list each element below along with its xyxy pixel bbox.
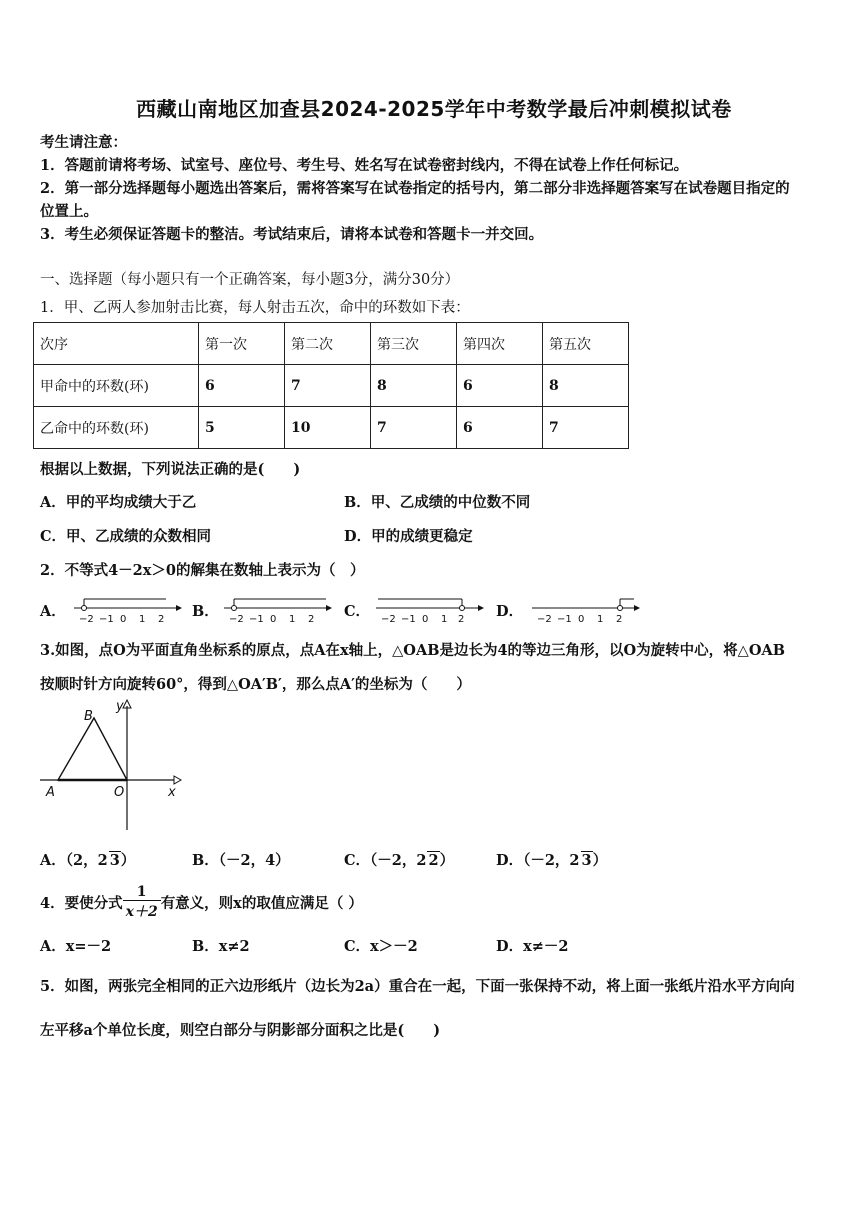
number-line-d xyxy=(530,592,640,626)
number-line-b xyxy=(222,592,332,626)
q1-stem: 1．甲、乙两人参加射击比赛，每人射击五次，命中的环数如下表： xyxy=(40,300,470,316)
number-line-c xyxy=(374,592,484,626)
q4-option-b: B．x≠2 xyxy=(192,938,250,955)
table-header-cell: 第四次 xyxy=(457,323,543,365)
table-cell: 5 xyxy=(199,407,285,449)
table-row xyxy=(34,365,629,407)
label-x: x xyxy=(168,785,176,800)
tick-label: 0 xyxy=(120,614,127,625)
table-cell: 6 xyxy=(457,365,543,407)
tick-label: 1 xyxy=(139,614,146,625)
q3-option-b: B．（－2，4） xyxy=(192,852,290,869)
tick-label: −1 xyxy=(557,614,572,625)
q1-option-d: D．甲的成绩更稳定 xyxy=(344,528,473,545)
table-header-cell: 第三次 xyxy=(371,323,457,365)
q4-option-a: A．x=－2 xyxy=(40,938,112,955)
q4-stem: 4．要使分式 $\frac{1}{x+2}$ 有意义，则x的取值应满足（ ） xyxy=(40,883,363,920)
tick-label: 0 xyxy=(270,614,277,625)
q4-option-d: D．x≠－2 xyxy=(496,938,569,955)
tick-label: −2 xyxy=(79,614,94,625)
notice-item-3: 3．考生必须保证答题卡的整洁。考试结束后，请将本试卷和答题卡一并交回。 xyxy=(40,226,544,243)
tick-label: 2 xyxy=(308,614,315,625)
tick-label: 0 xyxy=(578,614,585,625)
table-cell: 乙命中的环数(环) xyxy=(34,407,199,449)
notice-item-2-cont: 位置上。 xyxy=(40,203,98,220)
tick-label: 2 xyxy=(616,614,623,625)
tick-label: −1 xyxy=(401,614,416,625)
table-cell: 7 xyxy=(371,407,457,449)
table-cell: 甲命中的环数(环) xyxy=(34,365,199,407)
table-header-cell: 第一次 xyxy=(199,323,285,365)
q2-label-c: C． xyxy=(344,603,371,620)
q5-line-1: 5．如图，两张完全相同的正六边形纸片（边长为2a）重合在一起，下面一张保持不动，将上面一张纸片沿水平方向向 xyxy=(40,978,795,995)
notice-item-1: 1．答题前请将考场、试室号、座位号、考生号、姓名写在试卷密封线内，不得在试卷上作任何标记。 xyxy=(40,157,689,174)
table-header-row xyxy=(34,323,629,365)
tick-label: −1 xyxy=(99,614,114,625)
label-y: y xyxy=(116,699,124,714)
label-o: O xyxy=(114,785,125,800)
q3-option-a: A．（2，2 3） xyxy=(40,852,136,869)
tick-label: 0 xyxy=(422,614,429,625)
q1-question: 根据以上数据，下列说法正确的是( ) xyxy=(40,461,301,478)
q3-option-d: D．（－2，2 3） xyxy=(496,852,608,869)
q2-stem: 2．不等式4－2x＞0的解集在数轴上表示为（ ） xyxy=(40,562,365,579)
table-cell: 6 xyxy=(199,365,285,407)
q2-label-d: D． xyxy=(496,603,524,620)
score-table xyxy=(33,322,629,449)
q1-option-c: C．甲、乙成绩的众数相同 xyxy=(40,528,212,545)
q3-line-2: 按顺时针方向旋转60°，得到△OA′B′，那么点A′的坐标为（ ） xyxy=(40,676,471,693)
table-header-cell: 第五次 xyxy=(543,323,629,365)
table-cell: 10 xyxy=(285,407,371,449)
tick-label: 1 xyxy=(597,614,604,625)
page-title: 西藏山南地区加查县2024-2025学年中考数学最后冲刺模拟试卷 xyxy=(136,97,732,121)
table-cell: 8 xyxy=(543,365,629,407)
label-b: B xyxy=(84,709,93,724)
section-heading: 一、选择题（每小题只有一个正确答案，每小题3分，满分30分） xyxy=(40,272,460,288)
q3-line-1: 3.如图，点O为平面直角坐标系的原点，点A在x轴上，△OAB是边长为4的等边三角形，以O为旋转中心，将△OAB xyxy=(40,642,785,659)
q1-option-a: A．甲的平均成绩大于乙 xyxy=(40,494,197,511)
tick-label: −2 xyxy=(229,614,244,625)
q5-line-2: 左平移a个单位长度，则空白部分与阴影部分面积之比是( ) xyxy=(40,1022,441,1039)
table-cell: 7 xyxy=(285,365,371,407)
table-header-cell: 第二次 xyxy=(285,323,371,365)
fraction: $\frac{1}{x+2}$ xyxy=(123,884,161,921)
tick-label: 1 xyxy=(441,614,448,625)
number-line-a xyxy=(72,592,182,626)
table-header-cell: 次序 xyxy=(34,323,199,365)
q2-label-a: A． xyxy=(40,603,66,620)
tick-label: −1 xyxy=(249,614,264,625)
q3-figure xyxy=(38,696,188,836)
tick-label: −2 xyxy=(381,614,396,625)
tick-label: 2 xyxy=(458,614,465,625)
label-a: A xyxy=(46,785,55,800)
q4-option-c: C．x＞－2 xyxy=(344,938,418,955)
table-row xyxy=(34,407,629,449)
tick-label: −2 xyxy=(537,614,552,625)
q2-label-b: B． xyxy=(192,603,219,620)
notice-item-2: 2．第一部分选择题每小题选出答案后，需将答案写在试卷指定的括号内，第二部分非选择题答案写在试卷题目指定的 xyxy=(40,180,790,197)
table-cell: 8 xyxy=(371,365,457,407)
tick-label: 1 xyxy=(289,614,296,625)
q3-option-c: C．（－2，2 2） xyxy=(344,852,455,869)
tick-label: 2 xyxy=(158,614,165,625)
table-cell: 7 xyxy=(543,407,629,449)
q1-option-b: B．甲、乙成绩的中位数不同 xyxy=(344,494,531,511)
notice-heading: 考生请注意： xyxy=(40,134,127,151)
table-cell: 6 xyxy=(457,407,543,449)
